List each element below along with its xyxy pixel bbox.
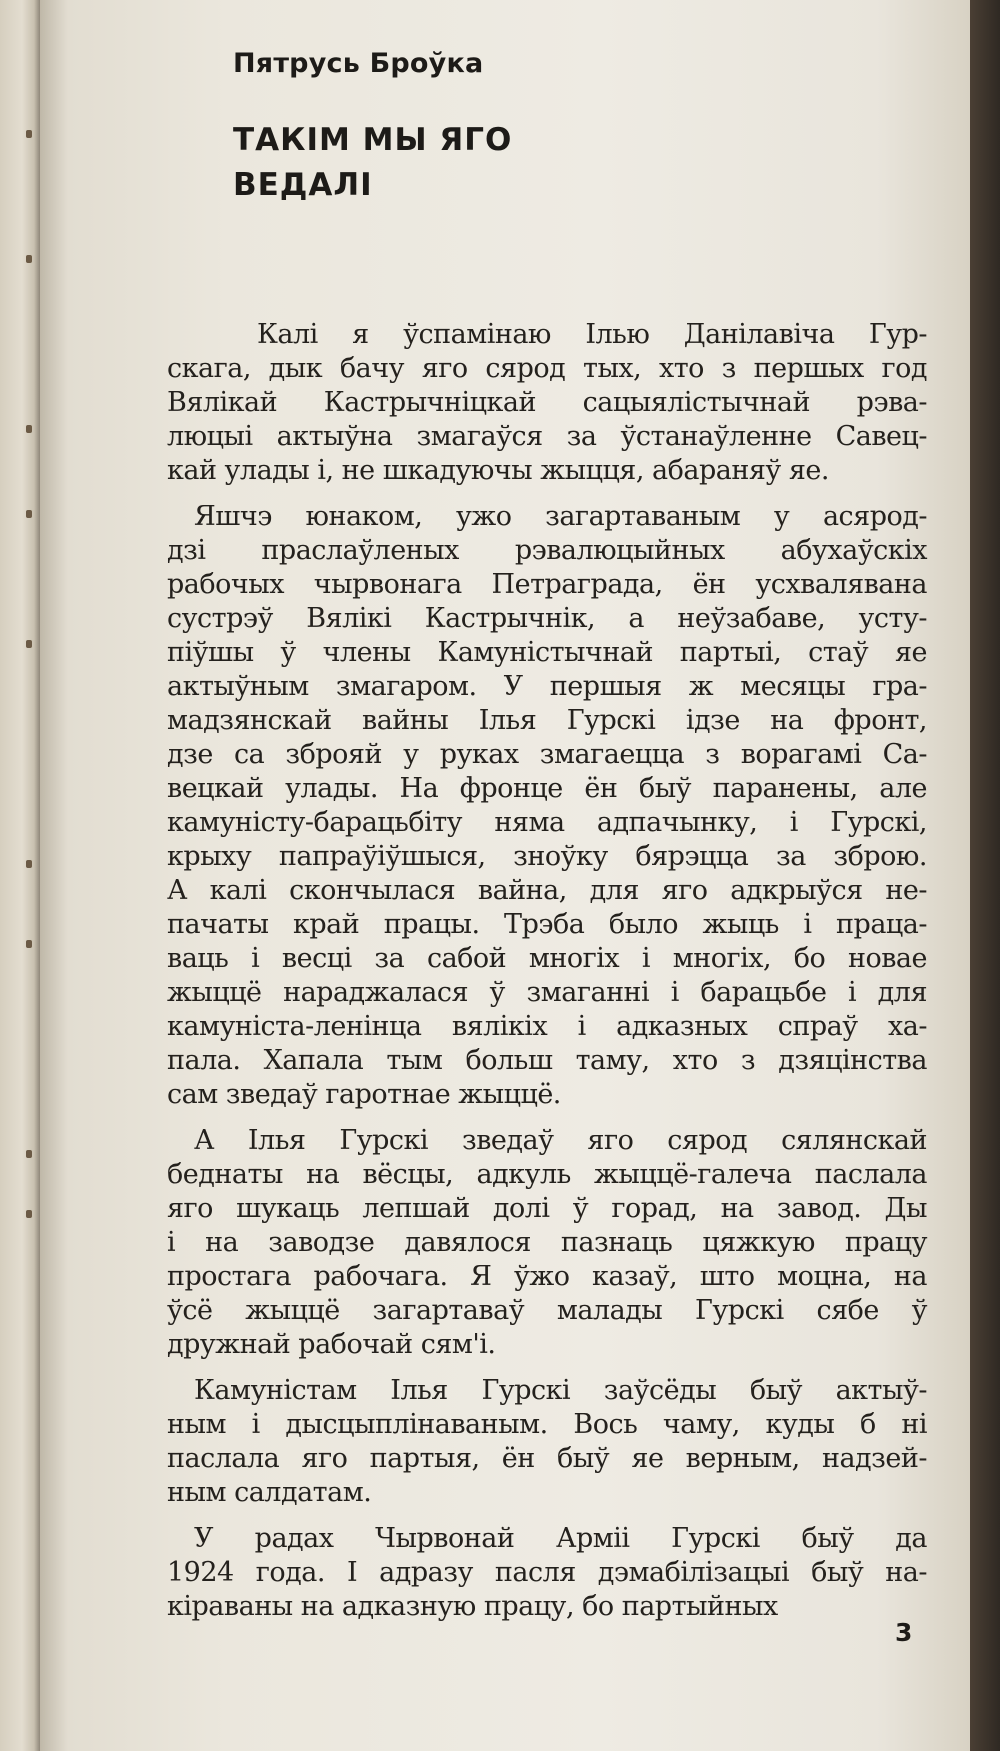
page-number: 3 xyxy=(895,1618,913,1647)
body-text xyxy=(167,318,927,1624)
text-line: жыццё нараджалася ў змаганні і барацьбе і для xyxy=(167,977,927,1008)
text-line: ным і дысцыплінаваным. Вось чаму, куды б ні xyxy=(167,1409,927,1440)
text-line: 1924 года. І адразу пасля дэмабілізацыі быў на- xyxy=(167,1557,927,1588)
text-line: простага рабочага. Я ўжо казаў, што моцна, на xyxy=(167,1261,927,1292)
text-line: камуністу-барацьбіту няма адпачынку, і Гурскі, xyxy=(167,807,927,838)
binding-stitch xyxy=(26,510,32,518)
text-line: камуніста-ленінца вялікіх і адказных спраў ха- xyxy=(167,1011,927,1042)
binding-stitch xyxy=(26,255,32,263)
adjacent-page-edge xyxy=(0,0,40,1751)
author-name: Пятрусь Броўка xyxy=(233,48,484,79)
text-line: ўсё жыццё загартаваў малады Гурскі сябе ў xyxy=(167,1295,927,1326)
text-line: і на заводзе давялося пазнаць цяжкую працу xyxy=(167,1227,927,1258)
text-line: мадзянскай вайны Ілья Гурскі ідзе на фронт, xyxy=(167,705,927,736)
chapter-title xyxy=(233,118,512,208)
text-line: яго шукаць лепшай долі ў горад, на завод. Ды xyxy=(167,1193,927,1224)
text-line: піўшы ў члены Камуністычнай партыі, стаў яе xyxy=(167,637,927,668)
text-line: Калі я ўспамінаю Ілью Данілавіча Гур- xyxy=(257,319,927,350)
text-line: пала. Хапала тым больш таму, хто з дзяцінства xyxy=(167,1045,927,1076)
text-line: скага, дык бачу яго сярод тых, хто з першых год xyxy=(167,353,927,384)
text-line: крыху папраўіўшыся, зноўку бярэцца за зброю. xyxy=(167,841,927,872)
text-line: сам зведаў гаротнае жыццё. xyxy=(167,1079,561,1110)
text-line: кіраваны на адказную працу, бо партыйных xyxy=(167,1591,778,1622)
text-line: Вялікай Кастрычніцкай сацыялістычнай рэва- xyxy=(167,387,927,418)
binding-stitch xyxy=(26,640,32,648)
text-line: ным салдатам. xyxy=(167,1477,372,1508)
text-line: люцыі актыўна змагаўся за ўстанаўленне Савец- xyxy=(167,421,927,452)
text-line: пачаты край працы. Трэба было жыць і праца- xyxy=(167,909,927,940)
text-line: У радах Чырвонай Арміі Гурскі быў да xyxy=(194,1523,927,1554)
text-line: беднаты на вёсцы, адкуль жыццё-галеча паслала xyxy=(167,1159,927,1190)
binding-stitch xyxy=(26,860,32,868)
text-line: Яшчэ юнаком, ужо загартаваным у асярод- xyxy=(194,501,927,532)
binding-stitch xyxy=(26,940,32,948)
book-page xyxy=(40,0,970,1751)
text-line: паслала яго партыя, ён быў яе верным, надзей- xyxy=(167,1443,927,1474)
text-line: рабочых чырвонага Петраграда, ён усхвалявана xyxy=(167,569,927,600)
text-line: А калі скончылася вайна, для яго адкрыўся не- xyxy=(167,875,927,906)
text-line: дружнай рабочай сям'і. xyxy=(167,1329,496,1360)
text-line: вецкай улады. На фронце ён быў паранены, але xyxy=(167,773,927,804)
text-line: Камуністам Ілья Гурскі заўсёды быў актыў- xyxy=(194,1375,927,1406)
text-line: кай улады і, не шкадуючы жыцця, абараняў яе. xyxy=(167,455,829,486)
text-line: сустрэў Вялікі Кастрычнік, а неўзабаве, усту- xyxy=(167,603,927,634)
title-line: ТАКІМ МЫ ЯГО xyxy=(233,122,513,158)
text-line: актыўным змагаром. У першыя ж месяцы гра- xyxy=(167,671,927,702)
book-cover-edge xyxy=(970,0,1000,1751)
binding-stitch xyxy=(26,130,32,138)
binding-stitch xyxy=(26,425,32,433)
text-line: дзі праслаўленых рэвалюцыйных абухаўскіх xyxy=(167,535,927,566)
text-line: А Ілья Гурскі зведаў яго сярод сялянскай xyxy=(194,1125,927,1156)
text-line: дзе са зброяй у руках змагаецца з ворагамі Са- xyxy=(167,739,927,770)
binding-stitch xyxy=(26,1210,32,1218)
text-line: ваць і весці за сабой многіх і многіх, бо новае xyxy=(167,943,927,974)
binding-stitch xyxy=(26,1150,32,1158)
title-line: ВЕДАЛІ xyxy=(233,167,373,203)
